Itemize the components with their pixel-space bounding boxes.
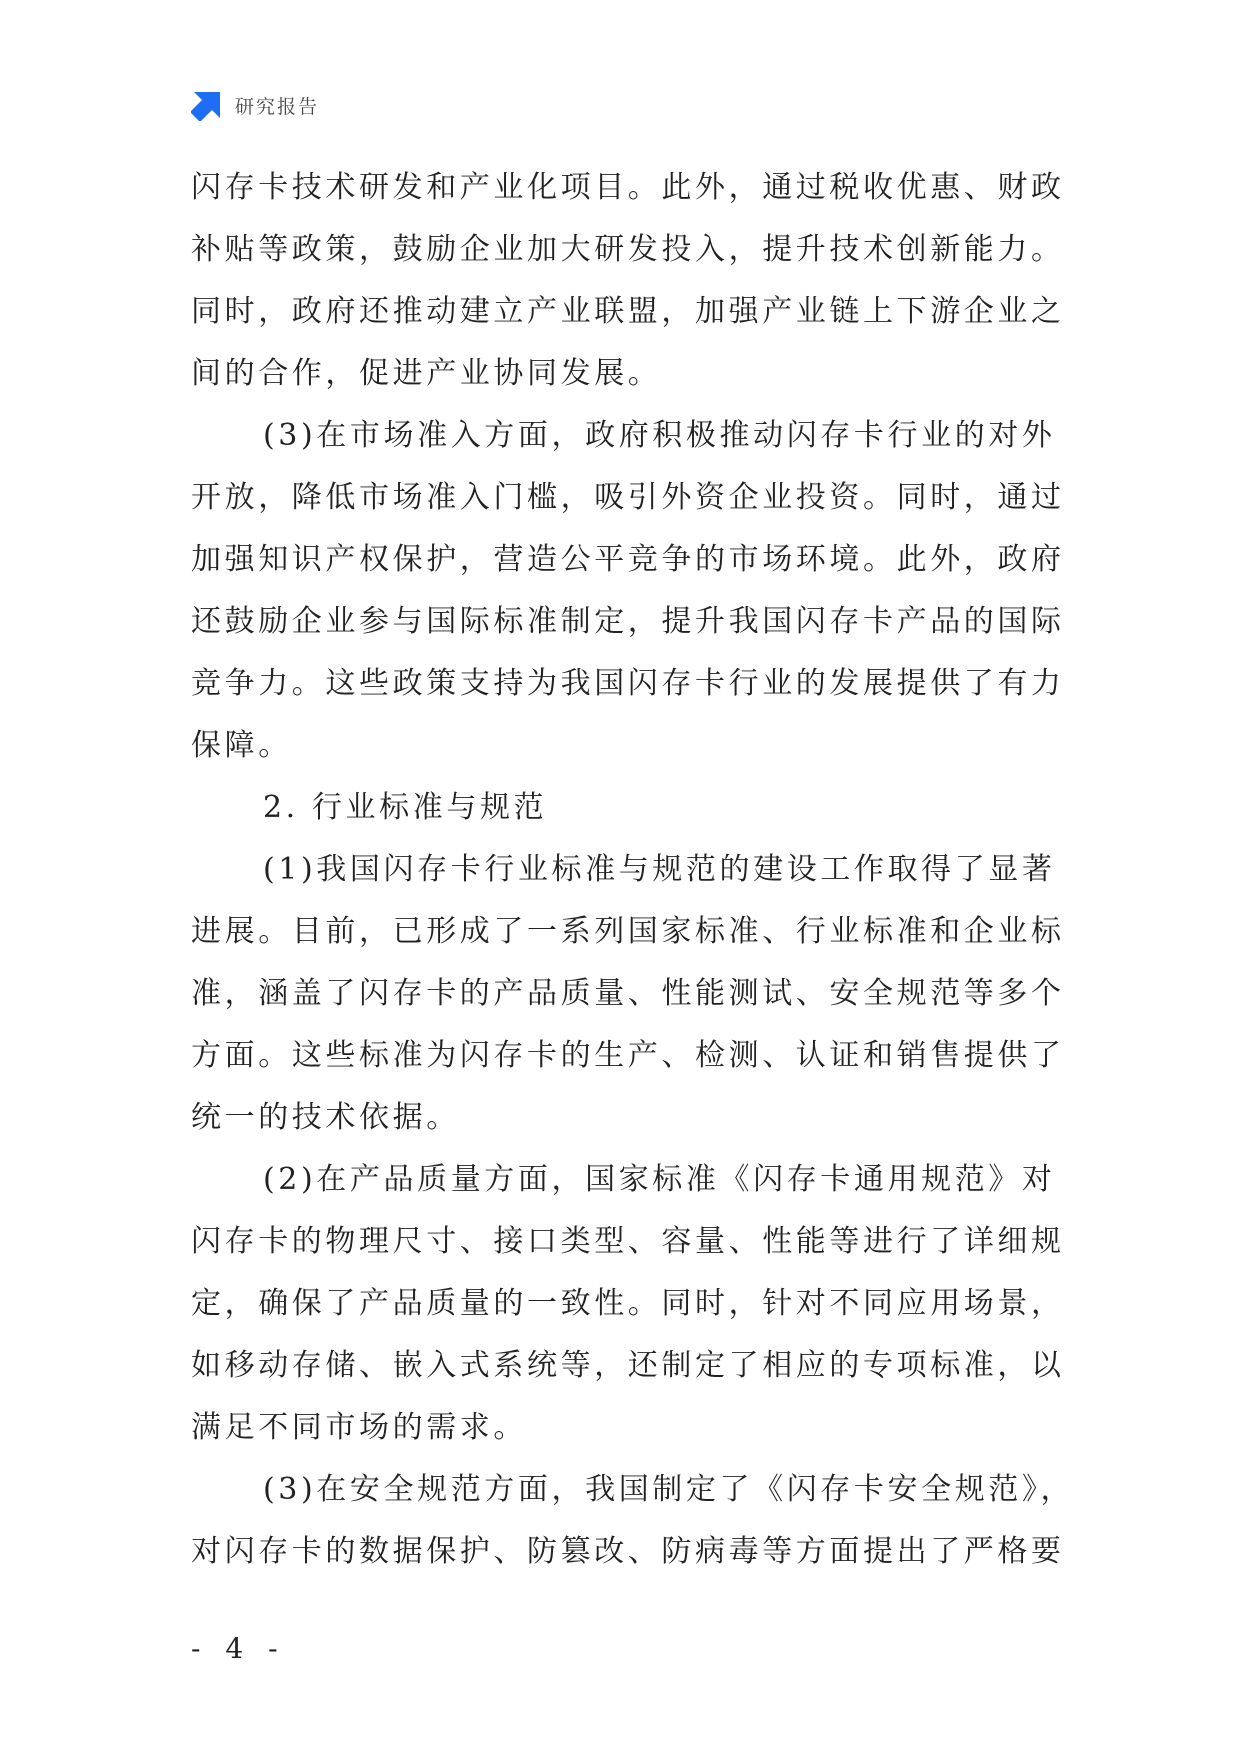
text-line: 如移动存储、嵌入式系统等，还制定了相应的专项标准，以	[191, 1348, 1065, 1383]
page-header	[191, 88, 319, 122]
text-line: 补贴等政策，鼓励企业加大研发投入，提升技术创新能力。	[191, 232, 1065, 267]
page-number: - 4 -	[191, 1632, 286, 1665]
text-line: (2)在产品质量方面，国家标准《闪存卡通用规范》对	[263, 1162, 1056, 1197]
text-line: 间的合作，促进产业协同发展。	[191, 356, 662, 391]
text-line: 保障。	[191, 728, 292, 763]
text-line: (3)在安全规范方面，我国制定了《闪存卡安全规范》，	[263, 1472, 1075, 1507]
document-body	[191, 157, 1075, 1583]
text-line: 闪存卡的物理尺寸、接口类型、容量、性能等进行了详细规	[191, 1224, 1065, 1259]
text-line: 闪存卡技术研发和产业化项目。此外，通过税收优惠、财政	[191, 170, 1065, 205]
text-line: 同时，政府还推动建立产业联盟，加强产业链上下游企业之	[191, 294, 1065, 329]
text-line: 竞争力。这些政策支持为我国闪存卡行业的发展提供了有力	[191, 666, 1065, 701]
text-line: 还鼓励企业参与国际标准制定，提升我国闪存卡产品的国际	[191, 604, 1065, 639]
text-line: 准，涵盖了闪存卡的产品质量、性能测试、安全规范等多个	[191, 976, 1065, 1011]
text-line: 加强知识产权保护，营造公平竞争的市场环境。此外，政府	[191, 542, 1065, 577]
text-line: 统一的技术依据。	[191, 1100, 460, 1135]
text-line: 满足不同市场的需求。	[191, 1410, 527, 1445]
text-line: (3)在市场准入方面，政府积极推动闪存卡行业的对外	[263, 418, 1056, 453]
text-line: 开放，降低市场准入门槛，吸引外资企业投资。同时，通过	[191, 480, 1065, 515]
section-heading: 2. 行业标准与规范	[263, 790, 548, 825]
text-line: 方面。这些标准为闪存卡的生产、检测、认证和销售提供了	[191, 1038, 1065, 1073]
header-title: 研究报告	[235, 95, 320, 118]
text-line: 定，确保了产品质量的一致性。同时，针对不同应用场景，	[191, 1286, 1065, 1321]
arrow-up-right-icon	[191, 89, 223, 121]
text-line: (1)我国闪存卡行业标准与规范的建设工作取得了显著	[263, 852, 1056, 887]
text-line: 进展。目前，已形成了一系列国家标准、行业标准和企业标	[191, 914, 1065, 949]
text-line: 对闪存卡的数据保护、防篡改、防病毒等方面提出了严格要	[191, 1534, 1065, 1569]
